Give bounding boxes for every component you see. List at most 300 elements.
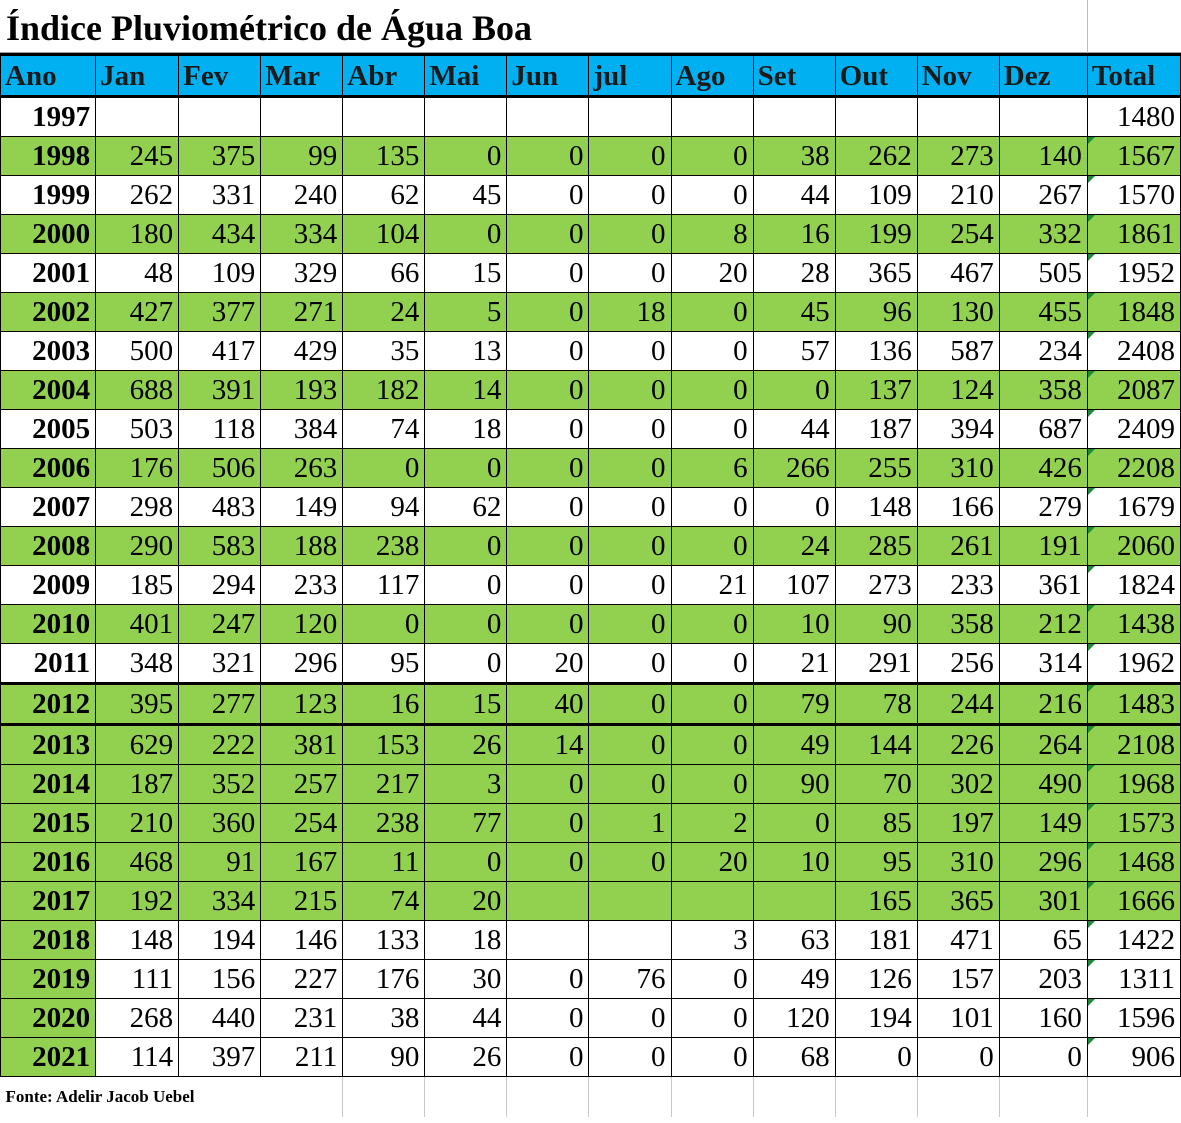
value-cell: 0 (589, 725, 671, 765)
value-cell: 0 (507, 293, 589, 332)
value-cell: 254 (261, 804, 343, 843)
value-cell: 257 (261, 765, 343, 804)
value-cell: 426 (999, 449, 1087, 488)
source-row (1, 1077, 1181, 1118)
year-cell: 2002 (1, 293, 96, 332)
value-cell: 191 (999, 527, 1087, 566)
value-cell: 587 (917, 332, 999, 371)
value-cell: 3 (671, 921, 753, 960)
value-cell: 395 (96, 684, 179, 725)
value-cell (425, 97, 507, 137)
value-cell: 394 (917, 410, 999, 449)
value-cell: 0 (671, 410, 753, 449)
value-cell: 16 (753, 215, 835, 254)
value-cell: 0 (671, 137, 753, 176)
value-cell: 148 (96, 921, 179, 960)
value-cell: 490 (999, 765, 1087, 804)
value-cell: 15 (425, 254, 507, 293)
value-cell: 294 (179, 566, 261, 605)
value-cell: 0 (507, 137, 589, 176)
total-cell: 1861 (1087, 215, 1180, 254)
value-cell: 104 (343, 215, 425, 254)
value-cell: 352 (179, 765, 261, 804)
value-cell: 78 (835, 684, 917, 725)
value-cell: 118 (179, 410, 261, 449)
value-cell: 279 (999, 488, 1087, 527)
year-cell: 2021 (1, 1038, 96, 1077)
value-cell: 16 (343, 684, 425, 725)
value-cell: 0 (425, 843, 507, 882)
value-cell: 358 (999, 371, 1087, 410)
value-cell: 455 (999, 293, 1087, 332)
value-cell: 583 (179, 527, 261, 566)
value-cell: 0 (753, 371, 835, 410)
table-row (1, 97, 1181, 137)
value-cell: 262 (96, 176, 179, 215)
value-cell: 361 (999, 566, 1087, 605)
value-cell: 109 (179, 254, 261, 293)
value-cell: 0 (507, 960, 589, 999)
value-cell: 0 (753, 804, 835, 843)
value-cell: 117 (343, 566, 425, 605)
year-cell: 2017 (1, 882, 96, 921)
total-cell: 1438 (1087, 605, 1180, 644)
value-cell: 0 (671, 293, 753, 332)
value-cell: 65 (999, 921, 1087, 960)
value-cell: 238 (343, 527, 425, 566)
total-cell: 2409 (1087, 410, 1180, 449)
empty-cell (343, 1077, 425, 1118)
value-cell: 215 (261, 882, 343, 921)
column-header-mar: Mar (261, 55, 343, 97)
column-header-abr: Abr (343, 55, 425, 97)
value-cell: 245 (96, 137, 179, 176)
value-cell: 94 (343, 488, 425, 527)
value-cell: 99 (261, 137, 343, 176)
value-cell: 90 (753, 765, 835, 804)
empty-cell (835, 1077, 917, 1118)
value-cell: 227 (261, 960, 343, 999)
value-cell: 233 (917, 566, 999, 605)
value-cell: 687 (999, 410, 1087, 449)
year-cell: 2003 (1, 332, 96, 371)
column-header-jan: Jan (96, 55, 179, 97)
value-cell: 0 (589, 176, 671, 215)
value-cell: 332 (999, 215, 1087, 254)
value-cell: 0 (425, 137, 507, 176)
value-cell: 262 (835, 137, 917, 176)
year-cell: 2005 (1, 410, 96, 449)
value-cell: 247 (179, 605, 261, 644)
value-cell: 210 (917, 176, 999, 215)
value-cell (261, 97, 343, 137)
total-cell: 906 (1087, 1038, 1180, 1077)
value-cell: 0 (999, 1038, 1087, 1077)
table-row (1, 605, 1181, 644)
value-cell: 109 (835, 176, 917, 215)
value-cell: 20 (671, 254, 753, 293)
table-row (1, 566, 1181, 605)
value-cell: 77 (425, 804, 507, 843)
value-cell: 0 (507, 410, 589, 449)
value-cell: 391 (179, 371, 261, 410)
value-cell: 91 (179, 843, 261, 882)
value-cell: 210 (96, 804, 179, 843)
value-cell: 267 (999, 176, 1087, 215)
table-row (1, 725, 1181, 765)
year-cell: 1997 (1, 97, 96, 137)
value-cell: 0 (589, 371, 671, 410)
value-cell: 0 (507, 488, 589, 527)
year-cell: 2019 (1, 960, 96, 999)
value-cell: 217 (343, 765, 425, 804)
value-cell: 123 (261, 684, 343, 725)
value-cell: 21 (671, 566, 753, 605)
value-cell: 5 (425, 293, 507, 332)
value-cell: 216 (999, 684, 1087, 725)
value-cell: 0 (507, 332, 589, 371)
value-cell: 140 (999, 137, 1087, 176)
table-row (1, 332, 1181, 371)
year-cell: 2009 (1, 566, 96, 605)
value-cell: 0 (507, 843, 589, 882)
value-cell: 26 (425, 725, 507, 765)
value-cell: 90 (835, 605, 917, 644)
value-cell: 0 (425, 566, 507, 605)
header-row (1, 55, 1181, 97)
rainfall-table (0, 53, 1181, 1117)
value-cell: 467 (917, 254, 999, 293)
value-cell: 0 (425, 644, 507, 684)
value-cell: 0 (589, 254, 671, 293)
empty-cell (1087, 1077, 1180, 1118)
value-cell: 197 (917, 804, 999, 843)
value-cell: 290 (96, 527, 179, 566)
value-cell: 0 (507, 449, 589, 488)
value-cell: 427 (96, 293, 179, 332)
table-row (1, 1038, 1181, 1077)
value-cell: 0 (671, 765, 753, 804)
value-cell: 240 (261, 176, 343, 215)
value-cell: 0 (425, 215, 507, 254)
value-cell: 63 (753, 921, 835, 960)
table-row (1, 644, 1181, 684)
value-cell: 0 (671, 960, 753, 999)
value-cell: 334 (179, 882, 261, 921)
value-cell: 66 (343, 254, 425, 293)
value-cell: 0 (589, 332, 671, 371)
value-cell: 263 (261, 449, 343, 488)
column-header-total: Total (1087, 55, 1180, 97)
value-cell: 211 (261, 1038, 343, 1077)
value-cell: 44 (753, 176, 835, 215)
value-cell: 68 (753, 1038, 835, 1077)
column-header-dez: Dez (999, 55, 1087, 97)
total-cell: 1824 (1087, 566, 1180, 605)
value-cell: 2 (671, 804, 753, 843)
source-note: Fonte: Adelir Jacob Uebel (5, 1087, 195, 1106)
table-body (1, 97, 1181, 1077)
value-cell: 167 (261, 843, 343, 882)
value-cell (96, 97, 179, 137)
value-cell: 500 (96, 332, 179, 371)
value-cell: 234 (999, 332, 1087, 371)
total-cell: 1848 (1087, 293, 1180, 332)
year-cell: 2006 (1, 449, 96, 488)
value-cell: 180 (96, 215, 179, 254)
value-cell: 136 (835, 332, 917, 371)
value-cell: 95 (343, 644, 425, 684)
value-cell: 688 (96, 371, 179, 410)
table-row (1, 293, 1181, 332)
table-row (1, 999, 1181, 1038)
value-cell (835, 97, 917, 137)
value-cell (917, 97, 999, 137)
value-cell: 45 (753, 293, 835, 332)
value-cell: 0 (507, 176, 589, 215)
value-cell: 0 (343, 449, 425, 488)
total-cell: 2208 (1087, 449, 1180, 488)
table-row (1, 215, 1181, 254)
value-cell: 261 (917, 527, 999, 566)
value-cell: 0 (507, 254, 589, 293)
value-cell: 0 (507, 566, 589, 605)
value-cell: 417 (179, 332, 261, 371)
value-cell: 0 (671, 332, 753, 371)
value-cell: 233 (261, 566, 343, 605)
column-header-ago: Ago (671, 55, 753, 97)
value-cell: 434 (179, 215, 261, 254)
value-cell: 0 (425, 527, 507, 566)
table-row (1, 843, 1181, 882)
total-cell: 2087 (1087, 371, 1180, 410)
value-cell: 74 (343, 410, 425, 449)
total-cell: 1480 (1087, 97, 1180, 137)
value-cell: 126 (835, 960, 917, 999)
value-cell: 165 (835, 882, 917, 921)
value-cell: 468 (96, 843, 179, 882)
value-cell: 111 (96, 960, 179, 999)
value-cell: 49 (753, 960, 835, 999)
value-cell: 0 (507, 371, 589, 410)
value-cell: 14 (425, 371, 507, 410)
value-cell: 273 (835, 566, 917, 605)
value-cell: 0 (589, 488, 671, 527)
table-row (1, 765, 1181, 804)
value-cell: 156 (179, 960, 261, 999)
value-cell: 0 (671, 527, 753, 566)
value-cell: 133 (343, 921, 425, 960)
value-cell: 331 (179, 176, 261, 215)
table-row (1, 960, 1181, 999)
value-cell: 0 (671, 684, 753, 725)
year-cell: 2016 (1, 843, 96, 882)
value-cell: 255 (835, 449, 917, 488)
value-cell: 146 (261, 921, 343, 960)
value-cell: 107 (753, 566, 835, 605)
value-cell: 0 (917, 1038, 999, 1077)
value-cell: 153 (343, 725, 425, 765)
value-cell: 48 (96, 254, 179, 293)
value-cell: 0 (671, 371, 753, 410)
value-cell: 301 (999, 882, 1087, 921)
total-cell: 1962 (1087, 644, 1180, 684)
table-row (1, 371, 1181, 410)
year-cell: 2008 (1, 527, 96, 566)
value-cell: 0 (589, 566, 671, 605)
value-cell: 268 (96, 999, 179, 1038)
value-cell: 144 (835, 725, 917, 765)
value-cell: 181 (835, 921, 917, 960)
value-cell: 314 (999, 644, 1087, 684)
value-cell: 296 (261, 644, 343, 684)
value-cell: 231 (261, 999, 343, 1038)
empty-cell (917, 1077, 999, 1118)
table-row (1, 176, 1181, 215)
column-header-out: Out (835, 55, 917, 97)
value-cell: 120 (261, 605, 343, 644)
value-cell: 40 (507, 684, 589, 725)
value-cell: 120 (753, 999, 835, 1038)
value-cell: 20 (425, 882, 507, 921)
value-cell (589, 97, 671, 137)
value-cell: 90 (343, 1038, 425, 1077)
value-cell: 358 (917, 605, 999, 644)
value-cell: 0 (507, 215, 589, 254)
table-row (1, 684, 1181, 725)
value-cell: 506 (179, 449, 261, 488)
year-cell: 2004 (1, 371, 96, 410)
table-row (1, 921, 1181, 960)
value-cell: 15 (425, 684, 507, 725)
value-cell: 18 (425, 410, 507, 449)
value-cell: 135 (343, 137, 425, 176)
value-cell: 0 (671, 605, 753, 644)
value-cell (999, 97, 1087, 137)
value-cell: 20 (507, 644, 589, 684)
value-cell: 114 (96, 1038, 179, 1077)
value-cell: 18 (589, 293, 671, 332)
value-cell: 503 (96, 410, 179, 449)
value-cell (507, 97, 589, 137)
year-cell: 1998 (1, 137, 96, 176)
year-cell: 2010 (1, 605, 96, 644)
total-cell: 2408 (1087, 332, 1180, 371)
value-cell: 0 (589, 684, 671, 725)
value-cell: 44 (753, 410, 835, 449)
year-cell: 2014 (1, 765, 96, 804)
page-title: Índice Pluviométrico de Água Boa (0, 0, 1181, 53)
value-cell: 0 (671, 488, 753, 527)
total-cell: 2060 (1087, 527, 1180, 566)
value-cell (671, 97, 753, 137)
total-cell: 1573 (1087, 804, 1180, 843)
value-cell: 0 (507, 804, 589, 843)
value-cell: 471 (917, 921, 999, 960)
value-cell: 10 (753, 843, 835, 882)
empty-cell (507, 1077, 589, 1118)
value-cell: 6 (671, 449, 753, 488)
value-cell: 291 (835, 644, 917, 684)
value-cell: 62 (343, 176, 425, 215)
value-cell: 329 (261, 254, 343, 293)
year-cell: 2011 (1, 644, 96, 684)
value-cell: 273 (917, 137, 999, 176)
table-row (1, 882, 1181, 921)
total-cell: 1679 (1087, 488, 1180, 527)
value-cell: 187 (96, 765, 179, 804)
value-cell: 182 (343, 371, 425, 410)
value-cell: 0 (343, 605, 425, 644)
value-cell: 256 (917, 644, 999, 684)
total-cell: 1952 (1087, 254, 1180, 293)
value-cell: 296 (999, 843, 1087, 882)
value-cell: 222 (179, 725, 261, 765)
column-header-jul: jul (589, 55, 671, 97)
column-header-jun: Jun (507, 55, 589, 97)
value-cell: 0 (671, 1038, 753, 1077)
value-cell: 505 (999, 254, 1087, 293)
column-header-mai: Mai (425, 55, 507, 97)
empty-cell (425, 1077, 507, 1118)
column-header-nov: Nov (917, 55, 999, 97)
value-cell: 24 (753, 527, 835, 566)
value-cell: 365 (835, 254, 917, 293)
value-cell: 14 (507, 725, 589, 765)
value-cell: 124 (917, 371, 999, 410)
table-row (1, 137, 1181, 176)
value-cell: 310 (917, 449, 999, 488)
value-cell: 38 (753, 137, 835, 176)
table-row (1, 488, 1181, 527)
value-cell: 0 (589, 410, 671, 449)
value-cell: 401 (96, 605, 179, 644)
value-cell: 244 (917, 684, 999, 725)
value-cell: 26 (425, 1038, 507, 1077)
value-cell: 95 (835, 843, 917, 882)
year-cell: 1999 (1, 176, 96, 215)
value-cell: 298 (96, 488, 179, 527)
value-cell: 0 (507, 765, 589, 804)
value-cell: 187 (835, 410, 917, 449)
empty-cell (999, 1077, 1087, 1118)
value-cell: 79 (753, 684, 835, 725)
value-cell: 24 (343, 293, 425, 332)
value-cell: 0 (507, 527, 589, 566)
value-cell: 194 (179, 921, 261, 960)
value-cell: 271 (261, 293, 343, 332)
value-cell: 302 (917, 765, 999, 804)
value-cell: 0 (507, 999, 589, 1038)
value-cell: 20 (671, 843, 753, 882)
value-cell: 285 (835, 527, 917, 566)
value-cell: 264 (999, 725, 1087, 765)
value-cell: 212 (999, 605, 1087, 644)
value-cell: 238 (343, 804, 425, 843)
value-cell: 57 (753, 332, 835, 371)
value-cell: 0 (589, 605, 671, 644)
value-cell: 3 (425, 765, 507, 804)
total-cell: 1666 (1087, 882, 1180, 921)
column-header-fev: Fev (179, 55, 261, 97)
total-cell: 1311 (1087, 960, 1180, 999)
total-cell: 2108 (1087, 725, 1180, 765)
table-row (1, 527, 1181, 566)
value-cell (179, 97, 261, 137)
value-cell: 30 (425, 960, 507, 999)
value-cell: 277 (179, 684, 261, 725)
value-cell: 21 (753, 644, 835, 684)
